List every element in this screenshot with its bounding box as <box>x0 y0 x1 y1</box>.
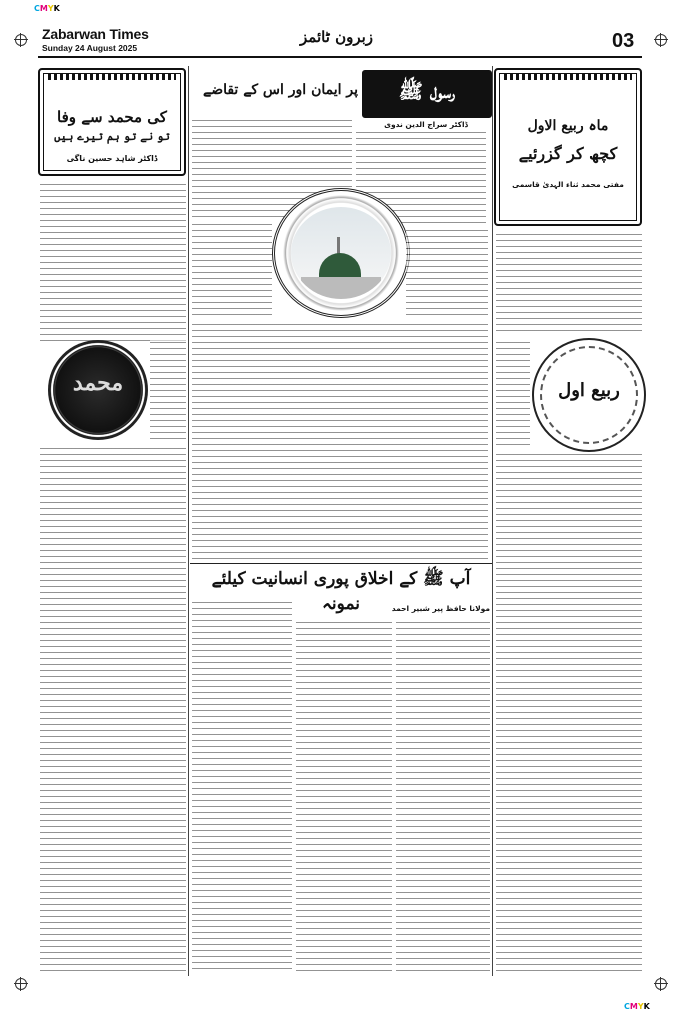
madinah-mosque-image <box>272 188 410 318</box>
page-number: 03 <box>612 30 635 52</box>
issue-date: Sunday 24 August 2025 <box>42 43 138 53</box>
center-title-banner <box>362 70 492 118</box>
bottom-article-title: آپ ﷺ کے اخلاق پوری انسانیت کیلئے نمونہ <box>211 569 471 614</box>
muhammad-calligraphy-image: محمد <box>48 340 148 440</box>
cmyk-mark-top: CMYK <box>34 4 60 13</box>
center-article-body-lower <box>192 322 488 560</box>
left-article-title: کی محمد سے وفا <box>57 108 167 126</box>
center-article-title-main: رسول ﷺ <box>398 79 456 103</box>
bottom-article-body-col1 <box>396 620 490 974</box>
registration-mark-icon <box>655 34 667 46</box>
bottom-article-author: مولانا حافظ پیر شبیر احمد <box>391 604 490 613</box>
header-rule <box>38 56 642 58</box>
column-rule <box>188 66 189 976</box>
left-article-subtitle: تو نے تو ہم تیرے ہیں <box>54 130 170 143</box>
center-article-body-col3b <box>192 222 272 318</box>
registration-mark-icon <box>655 978 667 990</box>
registration-mark-icon <box>15 34 27 46</box>
right-article-author: مفتی محمد ثناء الہدیٰ قاسمی <box>512 180 624 189</box>
right-article-title: ماہ ربیع الاول <box>527 118 609 134</box>
bottom-article-body-col2 <box>296 620 392 974</box>
center-article-body-col1 <box>406 228 488 320</box>
left-article-title-frame <box>38 68 186 176</box>
cmyk-mark-bottom: CMYK <box>624 1002 650 1011</box>
brand-title-english: Zabarwan Times <box>42 26 149 42</box>
right-article-subtitle: کچھ کر گزرئیے <box>518 144 618 163</box>
right-article-body-1 <box>496 232 642 336</box>
left-article-body-1 <box>40 182 186 342</box>
right-article-body-side <box>496 340 530 448</box>
rabi-ul-awwal-roundel-image: ربیع اول <box>532 338 646 452</box>
divider <box>190 563 492 564</box>
column-rule <box>492 66 493 976</box>
left-article-body-2 <box>40 446 186 974</box>
masthead-urdu: زبرون ٹائمز <box>300 28 374 46</box>
center-article-title-rest: پر ایمان اور اس کے تقاضے <box>202 82 358 98</box>
left-article-body-side <box>150 340 186 440</box>
center-article-author: ڈاکٹر سراج الدین ندوی <box>384 120 468 129</box>
bottom-article-body-col3 <box>192 600 292 974</box>
registration-mark-icon <box>15 978 27 990</box>
left-article-author: ڈاکٹر شاہد حسین ناگی <box>66 154 158 163</box>
right-article-body-2 <box>496 452 642 974</box>
right-article-title-frame <box>494 68 642 226</box>
